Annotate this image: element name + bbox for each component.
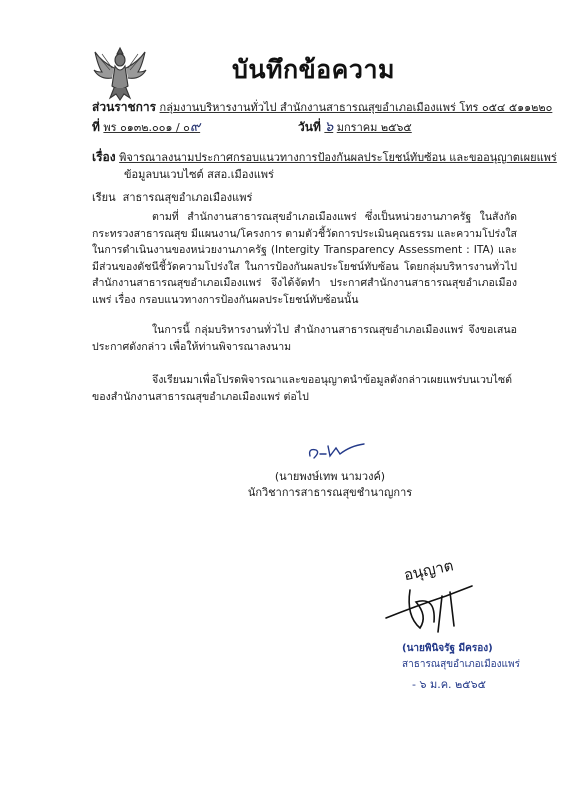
number-label: ที่ [92,120,100,134]
sender-signature [306,440,366,464]
approval-signature [376,556,486,642]
memo-title: บันทึกข้อความ [232,55,395,84]
sender-name: (นายพงษ์เทพ นามวงค์) [274,470,386,483]
sender-position: นักวิชาการสาธารณสุขชำนาญการ [247,486,413,499]
number-value: พร ๐๑๓๒.๐๐๑ / ๐ [103,121,190,134]
subject-label: เรื่อง [92,150,116,164]
date-value: มกราคม ๒๕๖๕ [336,121,412,134]
approver-position-stamp: สาธารณสุขอำเภอเมืองแพร่ [402,659,520,670]
body-paragraph-1: ตามที่ สำนักงานสาธารณสุขอำเภอเมืองแพร่ ซึ่งเป็นหน่วยงานภาครัฐ ในสังกัดกระทรวงสาธารณสุข มีแผนงาน/โครงการ ตามตัวชี้วัดการประเมินคุณธรรม และความโปร่งใส ในการดำเนินงานของหน่วยงานภาครัฐ (Intergity Transparency Assessment : ITA) และมีส่วนของดัชนีชี้วัดความโปร่งใส ในการป้องกันผลประโยชน์ทับซ้อน โดยกลุ่มบริหารงานทั่วไป สำนักงานสาธารณสุขอำเภอเมืองแพร่ จึงได้จัดทำ ประกาศสำนักงานสาธารณสุขอำเภอเมืองแพร่ เรื่อง กรอบแนวทางการป้องกันผลประโยชน์ทับซ้อนนั้น [92,211,517,306]
agency-row [92,100,552,115]
document-number-row [92,120,200,135]
body-paragraph-3: จึงเรียนมาเพื่อโปรดพิจารณาและขออนุญาตนำข้อมูลดังกล่าวเผยแพร่บนเวบไซต์ของสำนักงานสาธารณสุขอำเภอเมืองแพร่ ต่อไป [92,374,513,403]
to-value: สาธารณสุขอำเภอเมืองแพร่ [122,191,253,204]
agency-value: กลุ่มงานบริหารงานทั่วไป สำนักงานสาธารณสุขอำเภอเมืองแพร่ โทร ๐๕๔ ๕๑๑๒๒๐ [159,101,553,114]
body-paragraph-2: ในการนี้ กลุ่มบริหารงานทั่วไป สำนักงานสาธารณสุขอำเภอเมืองแพร่ จึงขอเสนอประกาศดังกล่าว เพื่อให้ท่านพิจารณาลงนาม [92,324,517,353]
subject-row [92,150,557,165]
date-row [298,120,412,135]
approval-note: อนุญาต [402,556,456,585]
garuda-emblem-icon [92,44,148,102]
date-label: วันที่ [298,120,321,134]
recipient-row [92,191,252,205]
to-label: เรียน [92,191,116,204]
number-handwritten: ๙ [189,119,201,135]
approval-date-stamp: - ๖ ม.ค. ๒๕๖๕ [412,678,486,691]
subject-line2: ข้อมูลบนเวบไซต์ สสอ.เมืองแพร่ [124,168,274,181]
subject-line1: พิจารณาลงนามประกาศกรอบแนวทางการป้องกันผลประโยชน์ทับซ้อน และขออนุญาตเผยแพร่ [119,151,557,164]
agency-label: ส่วนราชการ [92,100,157,114]
date-day-handwritten: ๖ [324,119,334,135]
approver-name-stamp: (นายพินิจรัฐ มีครอง) [402,643,493,654]
